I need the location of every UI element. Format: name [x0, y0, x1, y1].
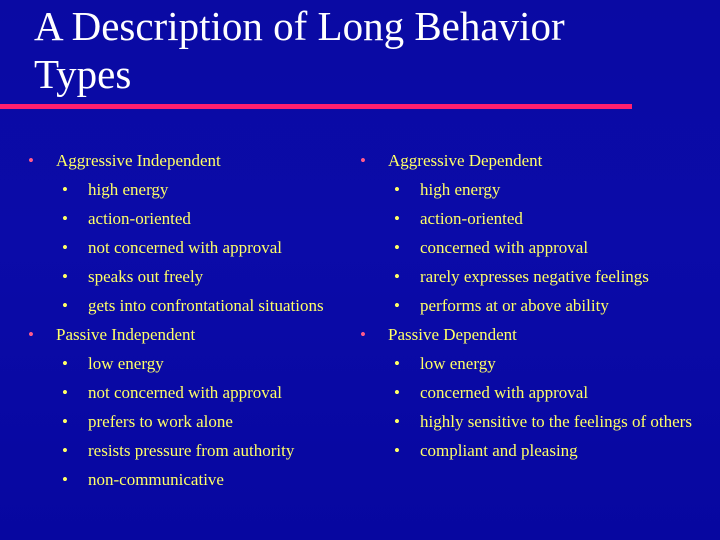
bullet-icon: • — [28, 325, 34, 344]
behavior-group — [28, 324, 344, 491]
trait-item — [360, 440, 700, 462]
bullet-icon: • — [62, 412, 68, 431]
trait-text: speaks out freely — [88, 267, 204, 286]
trait-list — [28, 179, 344, 317]
trait-item — [28, 208, 344, 230]
bullet-icon: • — [394, 296, 400, 315]
bullet-icon: • — [62, 470, 68, 489]
trait-item — [28, 411, 344, 433]
behavior-group — [360, 324, 700, 462]
group-heading-text: Passive Independent — [56, 325, 196, 344]
bullet-icon: • — [360, 151, 366, 170]
group-heading — [28, 150, 344, 172]
trait-text: performs at or above ability — [420, 296, 609, 315]
bullet-icon: • — [394, 180, 400, 199]
trait-text: not concerned with approval — [88, 383, 283, 402]
trait-text: high energy — [88, 180, 169, 199]
bullet-icon: • — [394, 238, 400, 257]
trait-text: concerned with approval — [420, 383, 589, 402]
trait-list — [360, 179, 700, 317]
bullet-icon: • — [62, 296, 68, 315]
trait-text: highly sensitive to the feelings of others — [420, 412, 692, 431]
bullet-icon: • — [360, 325, 366, 344]
trait-list — [28, 353, 344, 491]
trait-text: low energy — [88, 354, 164, 373]
behavior-group — [28, 150, 344, 317]
trait-item — [360, 353, 700, 375]
trait-item — [360, 295, 700, 317]
trait-item — [28, 295, 344, 317]
trait-list — [360, 353, 700, 462]
trait-text: high energy — [420, 180, 501, 199]
trait-text: non-communicative — [88, 470, 224, 489]
bullet-icon: • — [62, 441, 68, 460]
trait-text: concerned with approval — [420, 238, 589, 257]
bullet-icon: • — [394, 354, 400, 373]
trait-item — [28, 266, 344, 288]
trait-item — [28, 440, 344, 462]
trait-text: action-oriented — [420, 209, 523, 228]
group-heading-text: Aggressive Independent — [56, 151, 221, 170]
bullet-icon: • — [62, 354, 68, 373]
trait-text: resists pressure from authority — [88, 441, 295, 460]
trait-item — [360, 237, 700, 259]
bullet-icon: • — [394, 441, 400, 460]
bullet-icon: • — [394, 267, 400, 286]
trait-item — [28, 353, 344, 375]
trait-item — [28, 382, 344, 404]
trait-item — [360, 208, 700, 230]
bullet-icon: • — [62, 209, 68, 228]
bullet-icon: • — [394, 412, 400, 431]
trait-item — [360, 179, 700, 201]
group-heading-text: Aggressive Dependent — [388, 151, 543, 170]
trait-text: low energy — [420, 354, 496, 373]
bullet-icon: • — [394, 383, 400, 402]
trait-text: action-oriented — [88, 209, 191, 228]
trait-item — [360, 411, 700, 433]
group-heading — [360, 150, 700, 172]
title-divider — [0, 104, 632, 109]
left-column — [28, 150, 344, 498]
slide-title: A Description of Long Behavior Types — [34, 3, 565, 97]
trait-item — [28, 237, 344, 259]
group-heading — [28, 324, 344, 346]
trait-item — [28, 179, 344, 201]
behavior-group — [360, 150, 700, 317]
trait-text: prefers to work alone — [88, 412, 233, 431]
bullet-icon: • — [62, 180, 68, 199]
trait-item — [28, 469, 344, 491]
bullet-icon: • — [394, 209, 400, 228]
trait-text: not concerned with approval — [88, 238, 283, 257]
group-heading-text: Passive Dependent — [388, 325, 517, 344]
bullet-icon: • — [62, 383, 68, 402]
trait-text: gets into confrontational situations — [88, 296, 324, 315]
bullet-icon: • — [62, 238, 68, 257]
trait-item — [360, 266, 700, 288]
bullet-icon: • — [28, 151, 34, 170]
right-column — [360, 150, 700, 469]
trait-item — [360, 382, 700, 404]
bullet-icon: • — [62, 267, 68, 286]
group-heading — [360, 324, 700, 346]
trait-text: compliant and pleasing — [420, 441, 578, 460]
trait-text: rarely expresses negative feelings — [420, 267, 649, 286]
